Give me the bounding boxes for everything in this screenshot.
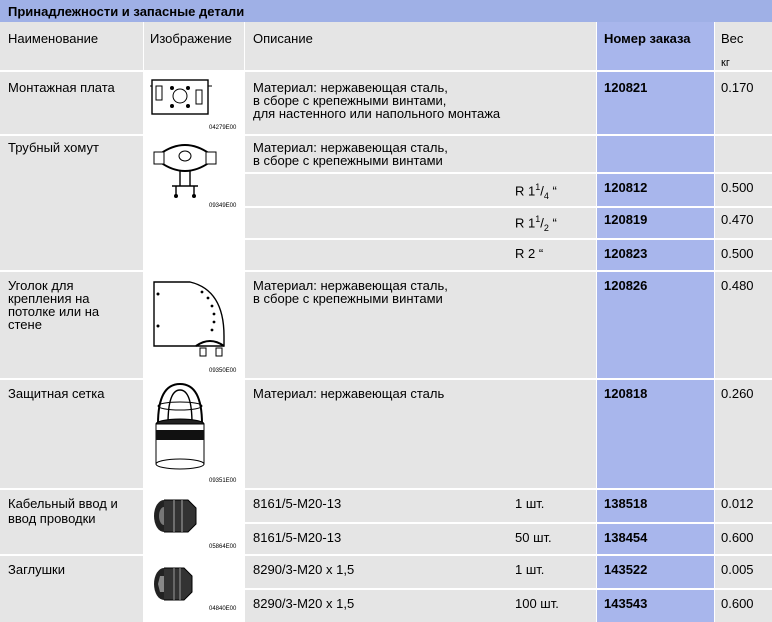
image-code: 09350E00 [209, 368, 237, 374]
cable-gland-icon [150, 492, 200, 538]
weight-value: 0.480 [721, 278, 754, 293]
weight-value: 0.600 [721, 596, 754, 611]
header-name: Наименование [8, 31, 99, 46]
row-name: крепления на [8, 291, 90, 306]
mounting-plate-icon [150, 76, 212, 120]
row-name: Кабельный ввод и [8, 496, 118, 511]
header-description: Описание [253, 31, 313, 46]
row-desc-line: в сборе с крепежными винтами [253, 153, 443, 168]
row-desc-line: в сборе с крепежными винтами [253, 291, 443, 306]
subrow-divider [245, 238, 772, 240]
order-number: 120823 [604, 246, 648, 261]
size-label: R 2 “ [515, 246, 544, 261]
row-desc-line: Материал: нержавеющая сталь, [253, 140, 448, 155]
weight-value: 0.600 [721, 530, 754, 545]
col-divider [244, 22, 245, 622]
order-number: 143543 [604, 596, 648, 611]
col-divider [143, 22, 144, 622]
quantity-label: 50 шт. [515, 530, 552, 545]
subrow-divider [245, 206, 772, 208]
row-desc-line: 8161/5-M20-13 [253, 530, 342, 545]
row-name: Защитная сетка [8, 386, 105, 401]
order-number: 143522 [604, 562, 648, 577]
row-desc-line: 8161/5-M20-13 [253, 496, 342, 511]
header-weight: Вес [721, 31, 744, 46]
image-code: 05864E00 [209, 544, 237, 550]
order-number: 138454 [604, 530, 648, 545]
weight-value: 0.012 [721, 496, 754, 511]
row-name: Монтажная плата [8, 80, 115, 95]
table-title-bar [0, 0, 772, 22]
quantity-label: 100 шт. [515, 596, 559, 611]
image-code: 04279E00 [209, 125, 237, 131]
row-divider [0, 378, 772, 380]
size-label: R $1^1/_4$ “ [515, 182, 557, 201]
header-order: Номер заказа [604, 31, 691, 46]
image-code: 09349E00 [209, 203, 237, 209]
size-label: R $1^1/_2$ “ [515, 214, 557, 233]
quantity-label: 1 шт. [515, 496, 545, 511]
subrow-divider [245, 588, 772, 590]
col-divider [714, 22, 715, 622]
row-divider [0, 554, 772, 556]
row-name: ввод проводки [8, 511, 96, 526]
blanking-plug-icon [150, 562, 196, 606]
pipe-clamp-icon [150, 140, 220, 200]
subrow-divider [245, 522, 772, 524]
quantity-label: 1 шт. [515, 562, 545, 577]
row-name: Уголок для [8, 278, 74, 293]
order-number: 120821 [604, 80, 648, 95]
order-number: 120819 [604, 212, 648, 227]
row-desc-line: Материал: нержавеющая сталь, [253, 278, 448, 293]
weight-value: 0.170 [721, 80, 754, 95]
col-divider [596, 22, 597, 622]
row-desc-line: 8290/3-M20 x 1,5 [253, 562, 355, 577]
row-divider [0, 70, 772, 72]
row-name: потолке или на [8, 304, 100, 319]
weight-value: 0.005 [721, 562, 754, 577]
image-code: 04840E00 [209, 606, 237, 612]
subrow-divider [245, 172, 772, 174]
order-number: 120818 [604, 386, 648, 401]
row-desc-line: в сборе с крепежными винтами, [253, 93, 447, 108]
row-desc-line: 8290/3-M20 x 1,5 [253, 596, 355, 611]
weight-value: 0.500 [721, 180, 754, 195]
order-number: 120826 [604, 278, 648, 293]
row-desc-line: для настенного или напольного монтажа [253, 106, 501, 121]
weight-value: 0.470 [721, 212, 754, 227]
protective-grid-icon [150, 380, 210, 480]
order-number: 120812 [604, 180, 648, 195]
row-desc-line: Материал: нержавеющая сталь [253, 386, 445, 401]
table-title: Принадлежности и запасные детали [8, 4, 245, 19]
row-divider [0, 134, 772, 136]
weight-value: 0.500 [721, 246, 754, 261]
weight-value: 0.260 [721, 386, 754, 401]
row-desc-line: Материал: нержавеющая сталь, [253, 80, 448, 95]
header-weight-unit: кг [721, 57, 730, 69]
row-name: Заглушки [8, 562, 66, 577]
row-name: стене [8, 317, 42, 332]
row-divider [0, 488, 772, 490]
image-code: 09351E00 [209, 478, 237, 484]
order-number: 138518 [604, 496, 648, 511]
angle-bracket-icon [150, 276, 230, 366]
row-divider [0, 270, 772, 272]
row-name: Трубный хомут [8, 140, 99, 155]
header-image: Изображение [150, 31, 232, 46]
